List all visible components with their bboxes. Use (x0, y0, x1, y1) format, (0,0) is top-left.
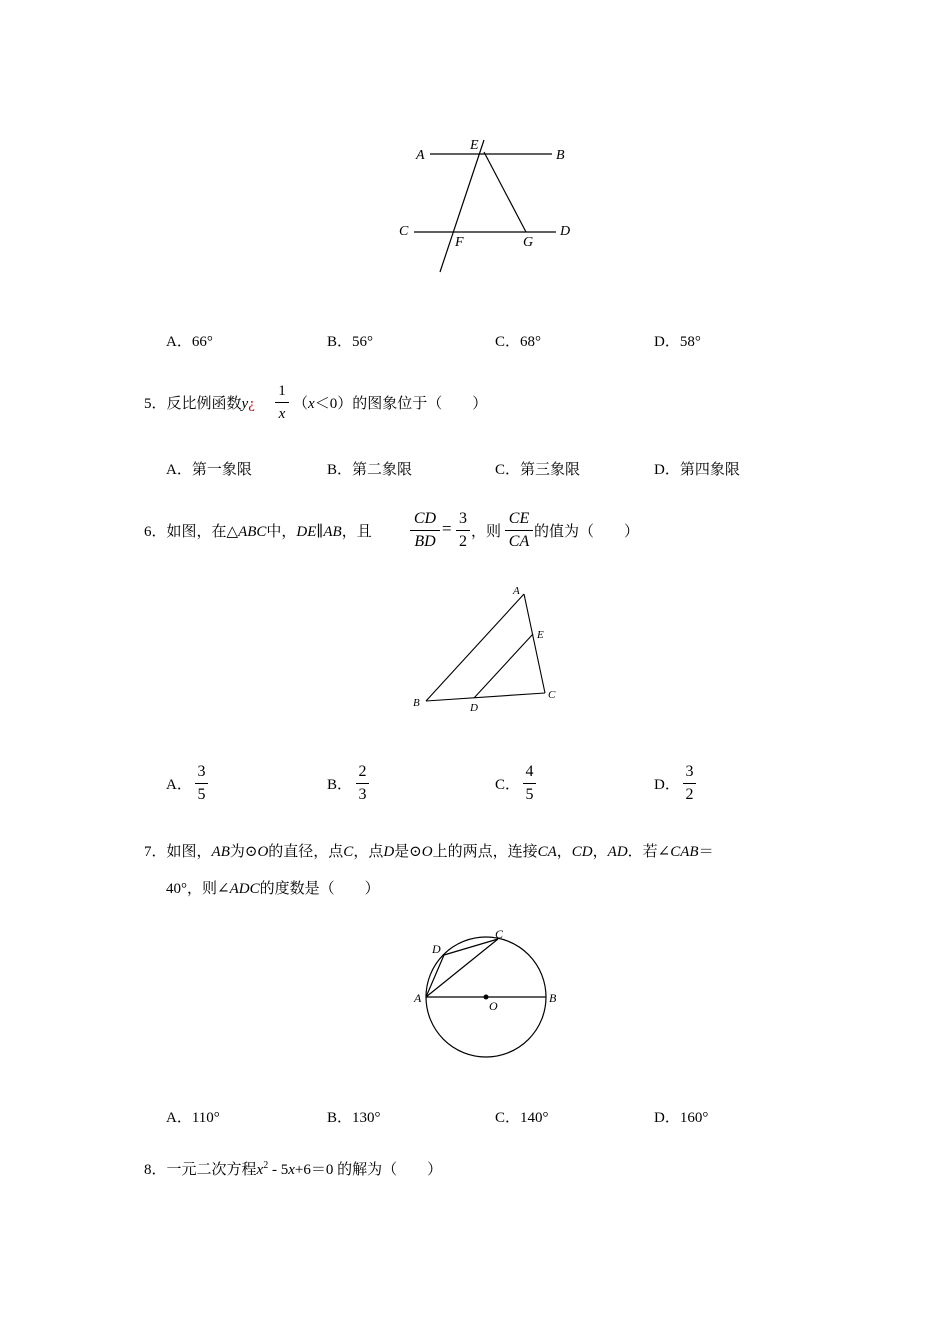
q7-option-a: A．110° (166, 1110, 220, 1126)
line-eg (484, 152, 526, 232)
side-bc (426, 693, 545, 701)
label-b: B (413, 697, 420, 709)
label-e: E (470, 138, 479, 153)
label-d: D (560, 224, 571, 239)
q6-option-c-fraction: 4 5 (523, 762, 536, 805)
q5-option-d: D．第四象限 (654, 462, 740, 478)
q5-option-a: A．第一象限 (166, 462, 252, 478)
q4-option-b: B．56° (327, 334, 374, 350)
q6-option-d-letter: D． (654, 777, 680, 793)
figure-q4-parallel-lines (395, 130, 585, 280)
center-dot (484, 995, 489, 1000)
side-ac (524, 594, 545, 693)
question-5-cont: （x＜0）的图象位于（ ） (293, 396, 488, 412)
segment-de (474, 634, 533, 698)
label-e: E (537, 629, 544, 641)
line-ef (440, 140, 484, 272)
label-a: A (513, 585, 520, 597)
q6-option-a-fraction: 3 5 (195, 762, 208, 805)
q5-option-c: C．第三象限 (495, 462, 581, 478)
question-5: 5．反比例函数y¿ (144, 396, 255, 412)
label-b: B (549, 991, 557, 1005)
q5-option-b: B．第二象限 (327, 462, 413, 478)
label-b: B (556, 148, 565, 163)
q6-fraction-3-2: 3 2 (456, 509, 470, 552)
q6-fraction-cd-bd: CD BD (410, 509, 440, 552)
label-o: O (489, 999, 498, 1013)
question-7-line-1: 7．如图，AB为⊙O的直径，点C，点D是⊙O上的两点，连接CA，CD，AD．若∠CAB＝ (144, 844, 714, 860)
q6-then: ，则 (471, 524, 502, 540)
question-6: 6．如图，在△ABC中，DE∥AB，且 (144, 524, 372, 540)
side-ab (426, 594, 524, 701)
q4-option-d: D．58° (654, 334, 701, 350)
q6-fraction-ce-ca: CE CA (505, 509, 533, 552)
q6-equals: = (442, 519, 452, 538)
q7-option-b: B．130° (327, 1110, 381, 1126)
figure-q6-triangle (405, 580, 565, 715)
chord-ad (426, 955, 444, 997)
q6-option-a-letter: A． (166, 777, 192, 793)
q4-option-c: C．68° (495, 334, 542, 350)
label-c: C (399, 224, 409, 239)
question-8: 8．一元二次方程$x^2 - 5x+6=0$ 的解为（ ） (144, 1160, 443, 1178)
label-d: D (432, 942, 441, 956)
q7-option-c: C．140° (495, 1110, 549, 1126)
figure-q7-circle (405, 920, 565, 1065)
q4-option-a: A．66° (166, 334, 213, 350)
label-c: C (495, 927, 504, 941)
q6-option-d-fraction: 3 2 (683, 762, 696, 805)
label-d: D (470, 702, 478, 714)
label-g: G (523, 235, 534, 250)
q6-option-b-fraction: 2 3 (356, 762, 369, 805)
label-c: C (548, 689, 556, 701)
label-f: F (455, 235, 464, 250)
label-a: A (416, 148, 425, 163)
q5-fraction: 1 x (275, 381, 289, 424)
q6-tail: 的值为（ ） (534, 524, 640, 540)
q6-option-b-letter: B． (327, 777, 353, 793)
question-7-line-2: 40°，则∠ADC的度数是（ ） (166, 881, 380, 897)
q6-option-c-letter: C． (495, 777, 521, 793)
label-a: A (414, 991, 422, 1005)
q7-option-d: D．160° (654, 1110, 709, 1126)
